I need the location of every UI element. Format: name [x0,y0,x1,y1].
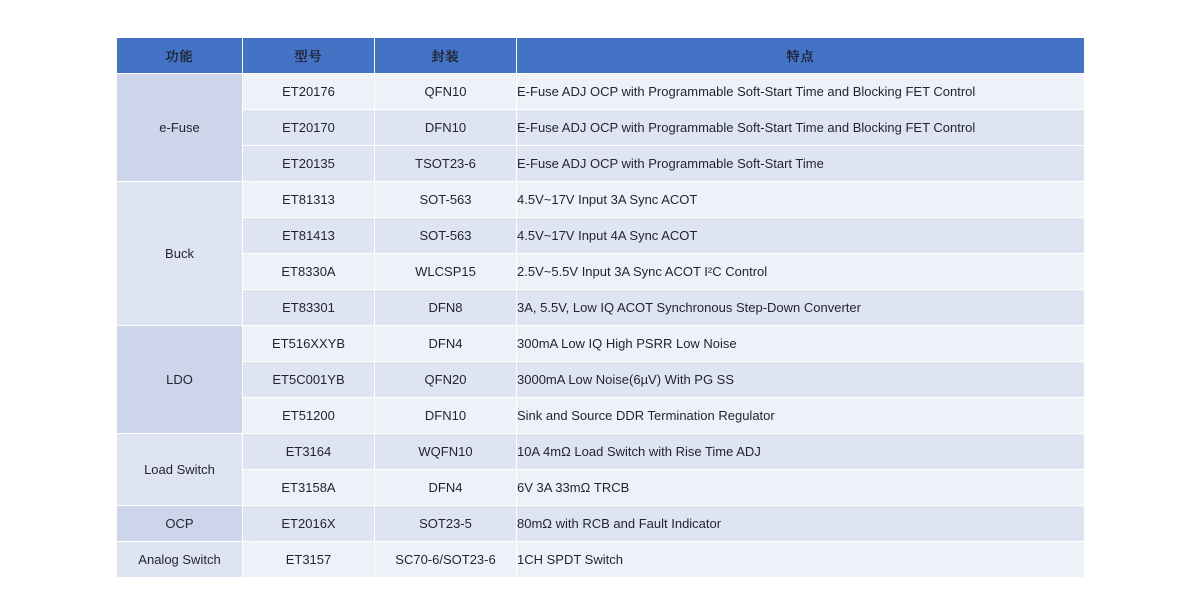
feature-cell: 1CH SPDT Switch [517,542,1085,578]
model-cell: ET8330A [243,254,375,290]
model-cell: ET81413 [243,218,375,254]
package-cell: QFN10 [375,74,517,110]
function-cell-buck: Buck [117,182,243,326]
model-cell: ET3157 [243,542,375,578]
feature-cell: 10A 4mΩ Load Switch with Rise Time ADJ [517,434,1085,470]
model-cell: ET2016X [243,506,375,542]
feature-cell: 4.5V~17V Input 3A Sync ACOT [517,182,1085,218]
package-cell: SOT-563 [375,182,517,218]
model-cell: ET20170 [243,110,375,146]
package-cell: DFN8 [375,290,517,326]
model-cell: ET20135 [243,146,375,182]
function-cell-ocp: OCP [117,506,243,542]
table-header [117,38,1085,74]
package-cell: DFN4 [375,470,517,506]
feature-cell: 300mA Low IQ High PSRR Low Noise [517,326,1085,362]
feature-cell: Sink and Source DDR Termination Regulator [517,398,1085,434]
column-header-package: 封装 [375,38,517,74]
package-cell: SOT23-5 [375,506,517,542]
table-row [117,434,1085,470]
model-cell: ET81313 [243,182,375,218]
table-row [117,110,1085,146]
table-body [117,74,1085,578]
feature-cell: E-Fuse ADJ OCP with Programmable Soft-Start Time and Blocking FET Control [517,74,1085,110]
package-cell: SOT-563 [375,218,517,254]
table-row [117,146,1085,182]
table-row [117,182,1085,218]
function-cell-load-switch: Load Switch [117,434,243,506]
table-row [117,218,1085,254]
model-cell: ET3164 [243,434,375,470]
table-row [117,254,1085,290]
model-cell: ET516XXYB [243,326,375,362]
model-cell: ET5C001YB [243,362,375,398]
column-header-function: 功能 [117,38,243,74]
table-row [117,74,1085,110]
package-cell: DFN4 [375,326,517,362]
column-header-feature: 特点 [517,38,1085,74]
function-cell-ldo: LDO [117,326,243,434]
model-cell: ET3158A [243,470,375,506]
package-cell: QFN20 [375,362,517,398]
function-cell-analog-switch: Analog Switch [117,542,243,578]
product-table [116,37,1085,578]
model-cell: ET20176 [243,74,375,110]
feature-cell: 2.5V~5.5V Input 3A Sync ACOT I²C Control [517,254,1085,290]
table-row [117,542,1085,578]
package-cell: WQFN10 [375,434,517,470]
package-cell: DFN10 [375,110,517,146]
model-cell: ET83301 [243,290,375,326]
package-cell: TSOT23-6 [375,146,517,182]
feature-cell: 3000mA Low Noise(6µV) With PG SS [517,362,1085,398]
table-header-row [117,38,1085,74]
column-header-model: 型号 [243,38,375,74]
feature-cell: E-Fuse ADJ OCP with Programmable Soft-Start Time [517,146,1085,182]
feature-cell: 3A, 5.5V, Low IQ ACOT Synchronous Step-Down Converter [517,290,1085,326]
table-row [117,506,1085,542]
package-cell: SC70-6/SOT23-6 [375,542,517,578]
table-row [117,398,1085,434]
table-row [117,362,1085,398]
feature-cell: 80mΩ with RCB and Fault Indicator [517,506,1085,542]
table-row [117,470,1085,506]
function-cell-e-fuse: e-Fuse [117,74,243,182]
package-cell: WLCSP15 [375,254,517,290]
table-row [117,290,1085,326]
table-row [117,326,1085,362]
feature-cell: E-Fuse ADJ OCP with Programmable Soft-Start Time and Blocking FET Control [517,110,1085,146]
feature-cell: 4.5V~17V Input 4A Sync ACOT [517,218,1085,254]
feature-cell: 6V 3A 33mΩ TRCB [517,470,1085,506]
package-cell: DFN10 [375,398,517,434]
model-cell: ET51200 [243,398,375,434]
